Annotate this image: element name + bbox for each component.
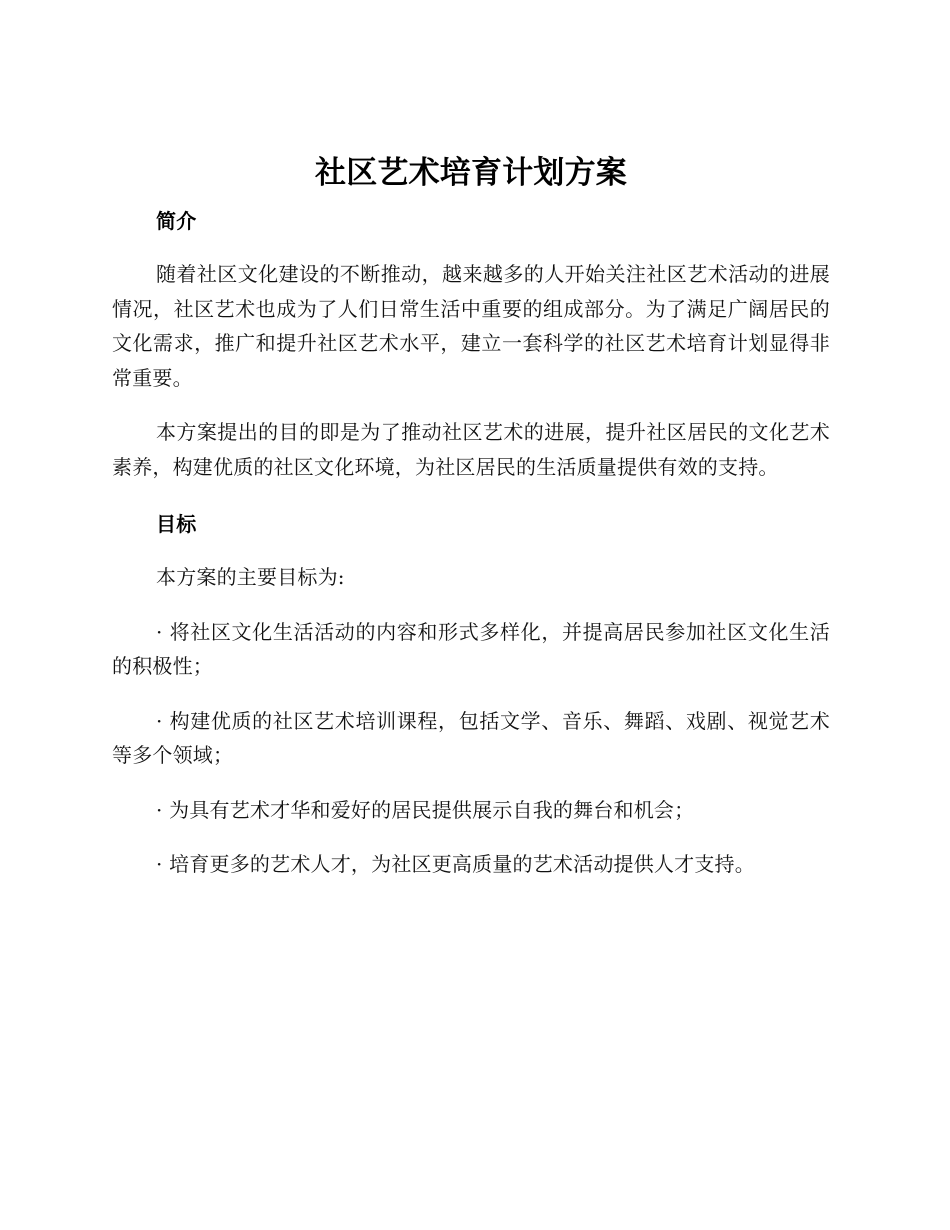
document-body <box>112 150 830 882</box>
goal-bullet-item: · 培育更多的艺术人才，为社区更高质量的艺术活动提供人才支持。 <box>156 852 755 876</box>
goal-bullet-item: · 将社区文化生活活动的内容和形式多样化，并提高居民参加社区文化生活的积极性； <box>112 619 830 678</box>
goal-bullet-item: · 构建优质的社区艺术培训课程，包括文学、音乐、舞蹈、戏剧、视觉艺术等多个领域； <box>112 708 830 767</box>
intro-paragraph-2: 本方案提出的目的即是为了推动社区艺术的进展，提升社区居民的文化艺术素养，构建优质的社区文化环境，为社区居民的生活质量提供有效的支持。 <box>112 420 830 479</box>
intro-paragraph-1: 随着社区文化建设的不断推动，越来越多的人开始关注社区艺术活动的进展情况，社区艺术也成为了人们日常生活中重要的组成部分。为了满足广阔居民的文化需求，推广和提升社区艺术水平，建立一套科学的社区艺术培育计划显得非常重要。 <box>112 262 830 390</box>
goals-lead-paragraph: 本方案的主要目标为: <box>156 565 345 589</box>
section-heading-goals: 目标 <box>156 512 197 536</box>
section-heading-intro: 简介 <box>156 209 197 233</box>
document-title: 社区艺术培育计划方案 <box>315 155 627 191</box>
goal-bullet-item: · 为具有艺术才华和爱好的居民提供展示自我的舞台和机会； <box>156 797 695 822</box>
